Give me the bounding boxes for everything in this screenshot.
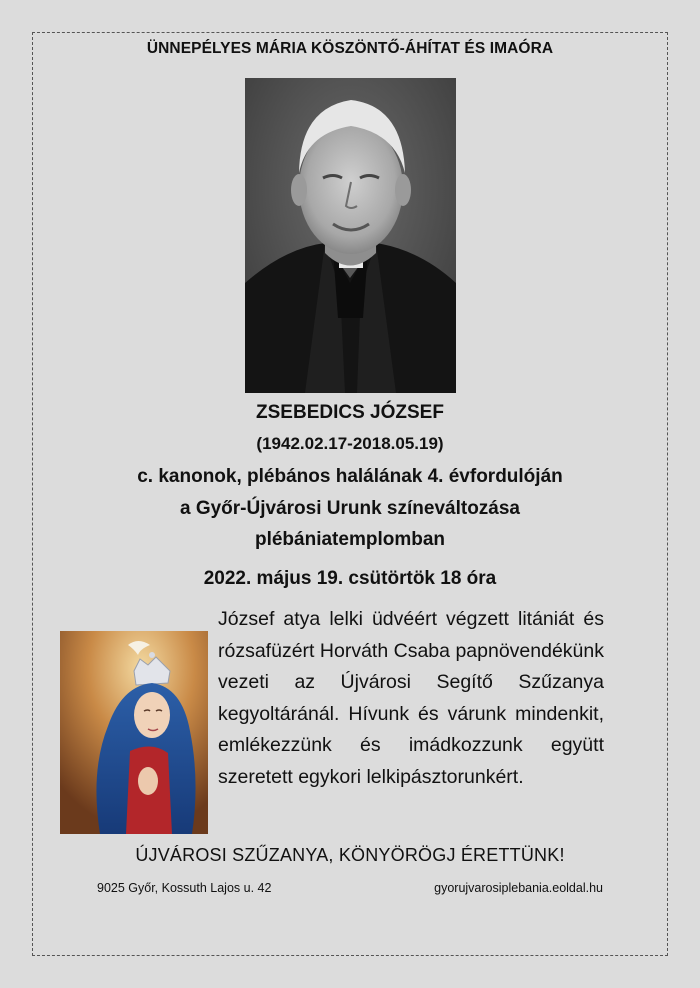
event-datetime: 2022. május 19. csütörtök 18 óra [203,568,497,589]
deceased-name: ZSEBEDICS JÓZSEF [256,402,444,423]
memorial-line-1: c. kanonok, plébános halálának 4. évfordulóján [137,466,563,487]
life-dates: (1942.02.17-2018.05.19) [256,434,444,453]
parish-website: gyorujvarosiplebania.eoldal.hu [434,881,603,895]
memorial-line-3: plébániatemplomban [254,529,446,550]
event-description: József atya lelki üdvéért végzett litániát és rózsafüzért Horváth Csaba papnövendékünk vezeti az Újvárosi Segítő Szűzanya kegyoltáránál. Hívunk és várunk mindenkit, emlékezzünk és imádkozzunk együtt szeretett egykori lelkipásztorunkért. [218,608,604,788]
prayer-line: ÚJVÁROSI SZŰZANYA, KÖNYÖRÖGJ ÉRETTÜNK! [135,845,565,865]
memorial-line-2: a Győr-Újvárosi Urunk színeváltozása [179,498,520,519]
portrait-photo [245,78,456,393]
page-title: ÜNNEPÉLYES MÁRIA KÖSZÖNTŐ-ÁHÍTAT ÉS IMAÓRA [146,40,554,57]
madonna-image [60,631,208,834]
parish-address: 9025 Győr, Kossuth Lajos u. 42 [97,881,272,895]
